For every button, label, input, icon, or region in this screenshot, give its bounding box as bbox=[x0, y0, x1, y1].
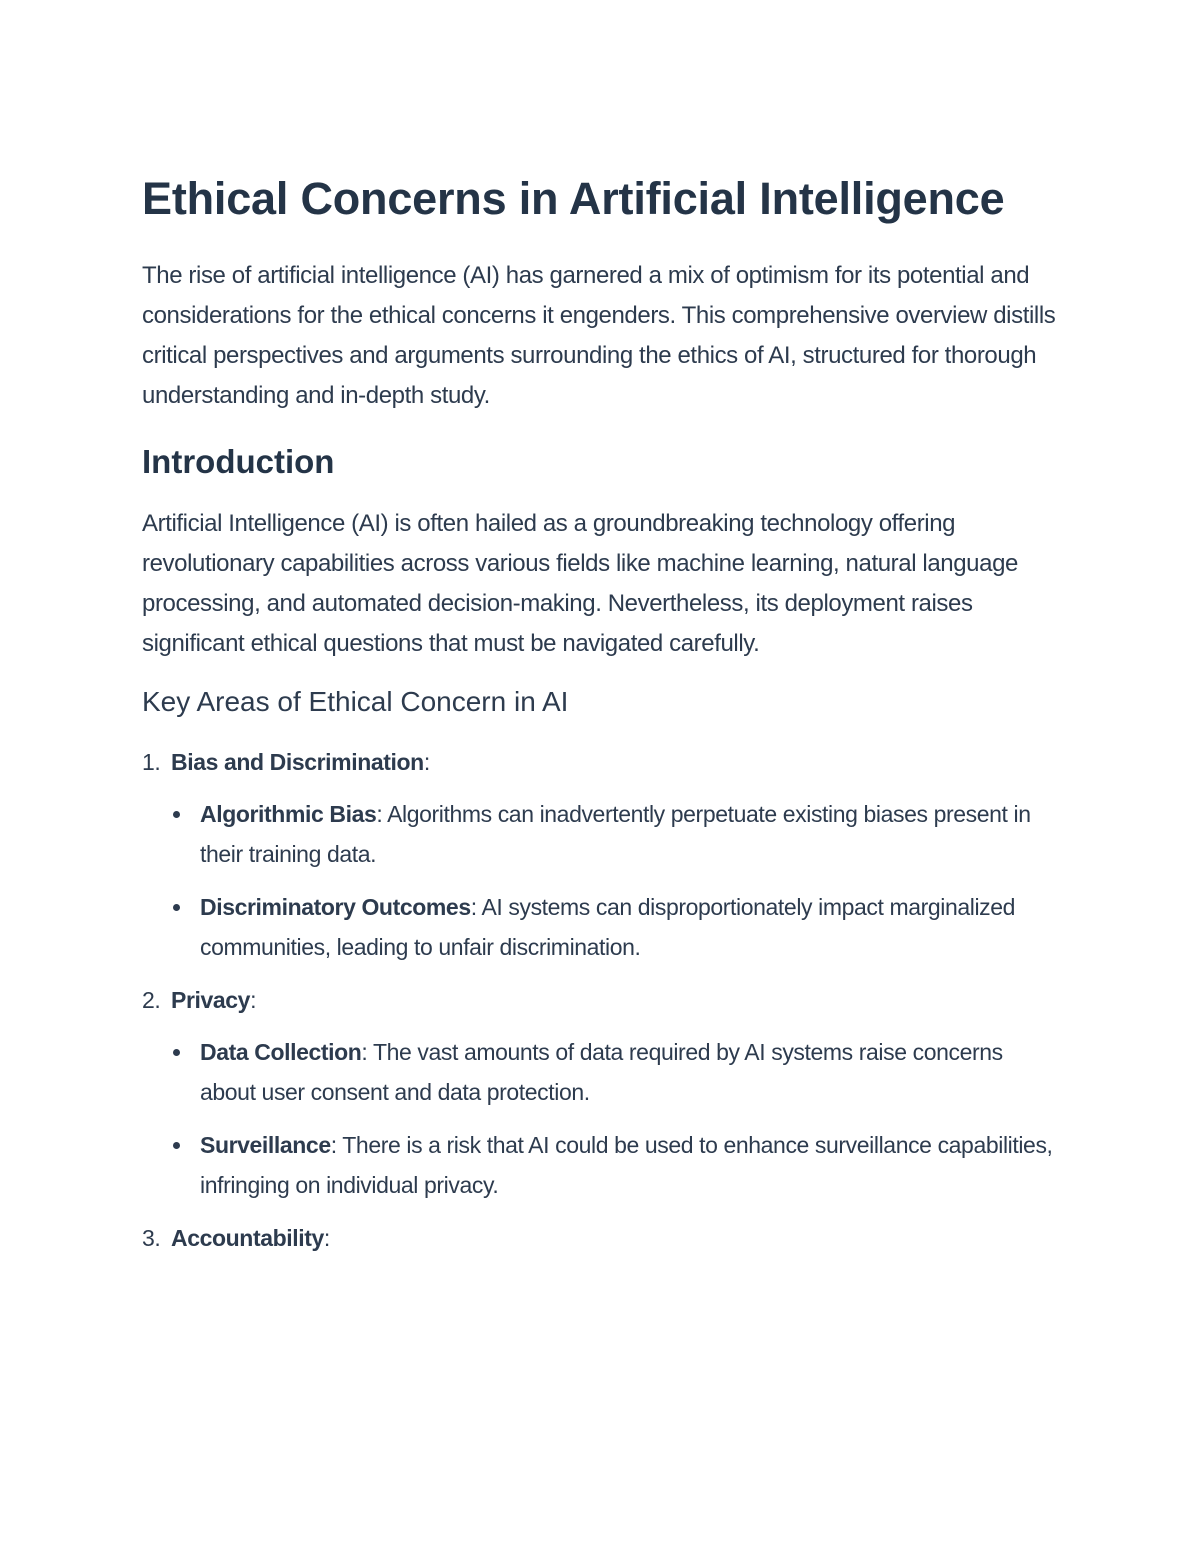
concern-number: 2. bbox=[142, 987, 161, 1013]
concern-suffix: : bbox=[323, 1225, 330, 1251]
sub-item-surveillance bbox=[171, 1125, 1062, 1205]
concern-number: 3. bbox=[142, 1225, 161, 1251]
sub-item-title: Data Collection bbox=[200, 1039, 362, 1065]
sub-item-text: : Algorithms can inadvertently perpetuate existing biases present in their training data. bbox=[200, 801, 1031, 867]
bullet-icon bbox=[173, 1142, 180, 1149]
page-title: Ethical Concerns in Artificial Intelligence bbox=[142, 173, 1005, 224]
bullet-icon bbox=[173, 1049, 180, 1056]
concern-suffix: : bbox=[423, 749, 430, 775]
bullet-icon bbox=[173, 811, 180, 818]
sub-item-algorithmic-bias bbox=[171, 794, 1062, 874]
concern-item-accountability bbox=[142, 1218, 1062, 1258]
introduction-paragraph: Artificial Intelligence (AI) is often hailed as a groundbreaking technology offering revolutionary capabilities across various fields like machine learning, natural language processing, and automated decision-making. Nevertheless, its deployment raises significant ethical questions that must be navigated carefully. bbox=[142, 510, 1018, 657]
sub-item-discriminatory-outcomes bbox=[171, 887, 1062, 967]
concern-item-privacy bbox=[142, 980, 1062, 1205]
sub-item-data-collection bbox=[171, 1032, 1062, 1112]
intro-paragraph: The rise of artificial intelligence (AI) has garnered a mix of optimism for its potential and considerations for the ethical concerns it engenders. This comprehensive overview distills critical perspectives and arguments surrounding the ethics of AI, structured for thorough understanding and in-depth study. bbox=[142, 262, 1056, 409]
concern-sub-list bbox=[142, 1032, 1062, 1205]
sub-item-text: : There is a risk that AI could be used to enhance surveillance capabilities, infringing on individual privacy. bbox=[200, 1132, 1053, 1198]
concern-item-bias bbox=[142, 742, 1062, 967]
concern-sub-list bbox=[142, 794, 1062, 967]
sub-item-text: : AI systems can disproportionately impact marginalized communities, leading to unfair discrimination. bbox=[200, 894, 1016, 960]
concern-number: 1. bbox=[142, 749, 161, 775]
concerns-list bbox=[142, 742, 1062, 1258]
introduction-heading: Introduction bbox=[142, 443, 335, 480]
concern-title: Bias and Discrimination bbox=[171, 749, 424, 775]
concern-suffix: : bbox=[250, 987, 257, 1013]
bullet-icon bbox=[173, 904, 180, 911]
document-page bbox=[142, 168, 1062, 1271]
sub-item-title: Surveillance bbox=[200, 1132, 331, 1158]
concern-title: Privacy bbox=[171, 987, 251, 1013]
sub-item-title: Discriminatory Outcomes bbox=[200, 894, 471, 920]
sub-item-title: Algorithmic Bias bbox=[200, 801, 377, 827]
key-areas-heading: Key Areas of Ethical Concern in AI bbox=[142, 686, 569, 717]
concern-title: Accountability bbox=[171, 1225, 324, 1251]
sub-item-text: : The vast amounts of data required by AI systems raise concerns about user consent and data protection. bbox=[200, 1039, 1003, 1105]
